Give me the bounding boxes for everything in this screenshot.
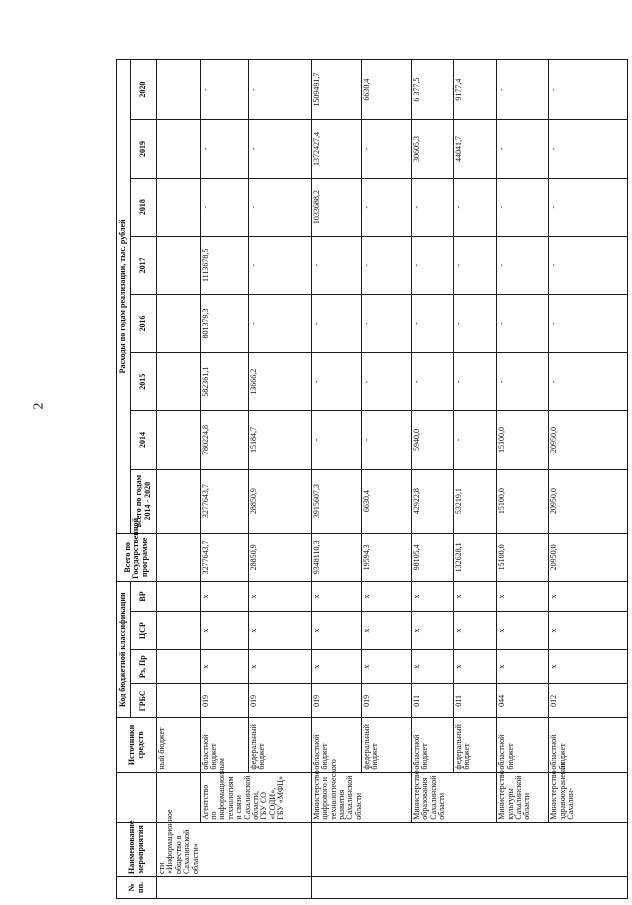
cell-source-top: ный бюджет: [157, 718, 201, 772]
cell-source: областной бюджет: [549, 718, 628, 772]
header-csr: ЦСР: [131, 612, 157, 650]
budget-table: [116, 59, 628, 899]
cell-total: 132628,1: [453, 533, 497, 581]
cell-2016: -: [361, 294, 411, 352]
cell-2019: -: [497, 120, 549, 178]
cell-rzpr: х: [549, 650, 628, 684]
cell-rzpr: х: [497, 650, 549, 684]
cell-total: 9348110,3: [311, 533, 361, 581]
header-total-program: Всего по Государственной программе: [117, 533, 157, 581]
cell-grbs: 019: [361, 684, 411, 718]
cell-total-years: 28850,9: [248, 469, 311, 533]
cell-2015: -: [453, 353, 497, 411]
cell-2016: -: [248, 294, 311, 352]
header-year-2015: 2015: [131, 353, 157, 411]
cell-2020: 9177,4: [453, 60, 497, 120]
cell-grbs: 044: [497, 684, 549, 718]
page-number: 2: [31, 402, 47, 410]
cell-2020: -: [248, 60, 311, 120]
cell-total-years: 3277643,7: [200, 469, 248, 533]
cell-2020: 1509491,7: [311, 60, 361, 120]
cell-2017: -: [361, 236, 411, 294]
cell-rzpr: х: [453, 650, 497, 684]
cell-total-years: 6630,4: [361, 469, 411, 533]
cell-2016: 801379,3: [200, 294, 248, 352]
cell-source: федеральный бюджет: [361, 718, 411, 772]
cell-2018: -: [361, 178, 411, 236]
cell-csr: х: [412, 612, 453, 650]
cell-2017: -: [412, 236, 453, 294]
cell-vr: х: [311, 581, 361, 611]
cell-csr: х: [549, 612, 628, 650]
cell-executor: Министерство здравоохранения Сахалин-: [549, 772, 628, 822]
cell-source: федеральный бюджет: [453, 718, 497, 772]
cell-grbs: 012: [549, 684, 628, 718]
cell-rzpr: х: [412, 650, 453, 684]
cell-rzpr: х: [311, 650, 361, 684]
cell-2014: 5940,0: [412, 411, 453, 469]
cell-executor: Министерство образования Сахалинской области: [412, 772, 497, 822]
cell-2016: -: [453, 294, 497, 352]
cell-2019: -: [248, 120, 311, 178]
cell-grbs: 019: [200, 684, 248, 718]
cell-name-empty: [311, 822, 627, 876]
header-year-2016: 2016: [131, 294, 157, 352]
cell-2014: -: [311, 411, 361, 469]
cell-2017: 1113678,5: [200, 236, 248, 294]
cell-grbs: 011: [412, 684, 453, 718]
header-year-2018: 2018: [131, 178, 157, 236]
cell-rzpr: х: [200, 650, 248, 684]
cell-2015: -: [412, 353, 453, 411]
cell-2015: -: [311, 353, 361, 411]
cell-rzpr: х: [248, 650, 311, 684]
cell-source: областной бюджет: [497, 718, 549, 772]
cell-total: 15100,0: [497, 533, 549, 581]
cell-vr: х: [497, 581, 549, 611]
header-rzpr: Рз, Пр: [131, 650, 157, 684]
header-budget-code: Код бюджетной классификации: [117, 581, 131, 717]
cell-vr: х: [248, 581, 311, 611]
cell-grbs: 011: [453, 684, 497, 718]
cell-2015: -: [361, 353, 411, 411]
cell-csr: х: [361, 612, 411, 650]
header-num: № пп.: [117, 876, 157, 898]
cell-2015: 13666,2: [248, 353, 311, 411]
cell-total: 3277643,7: [200, 533, 248, 581]
cell-2020: 6630,4: [361, 60, 411, 120]
cell-2020: -: [200, 60, 248, 120]
header-total-years: всего по годам 2014 - 2020: [131, 469, 157, 533]
cell-executor-top: [157, 772, 201, 822]
cell-csr: х: [311, 612, 361, 650]
cell-source: областной бюджет: [311, 718, 361, 772]
table-row: [497, 60, 549, 899]
cell-total: 19594,3: [361, 533, 411, 581]
cell-2017: -: [497, 236, 549, 294]
header-executor: [117, 772, 157, 822]
header-name: Наименование мероприятия: [117, 822, 157, 876]
cell-source: федеральный бюджет: [248, 718, 311, 772]
cell-rzpr: х: [361, 650, 411, 684]
cell-executor: Агентство по информационным технологиям и связи Сахалинской области, ГБУ СО «СОДИ», ГБУ «МФЦ»: [200, 772, 311, 822]
cell-grbs: 019: [311, 684, 361, 718]
table-row: [311, 60, 361, 899]
cell-vr: х: [361, 581, 411, 611]
cell-total-years: 53219,1: [453, 469, 497, 533]
cell-2015: -: [549, 353, 628, 411]
cell-2016: -: [549, 294, 628, 352]
header-grbs: ГРБС: [131, 684, 157, 718]
cell-vr: х: [453, 581, 497, 611]
cell-csr: х: [200, 612, 248, 650]
cell-2018: -: [453, 178, 497, 236]
cell-2017: -: [248, 236, 311, 294]
cell-2018: -: [412, 178, 453, 236]
cell-2017: -: [549, 236, 628, 294]
cell-total: 98105,4: [412, 533, 453, 581]
cell-2014: 15184,7: [248, 411, 311, 469]
table-row: [549, 60, 628, 899]
cell-num: [157, 876, 312, 898]
header-expenses: Расходы по годам реализации, тыс. рублей: [117, 60, 131, 534]
cell-vr: х: [549, 581, 628, 611]
header-year-2014: 2014: [131, 411, 157, 469]
cell-2014: -: [453, 411, 497, 469]
cell-total: 28850,9: [248, 533, 311, 581]
cell-vr: х: [412, 581, 453, 611]
cell-program-name: сти «Информационное общество в Сахалинской области»: [157, 822, 312, 876]
cell-vr: х: [200, 581, 248, 611]
cell-csr: х: [497, 612, 549, 650]
cell-2019: 44041,7: [453, 120, 497, 178]
cell-2018: 1033688,2: [311, 178, 361, 236]
cell-2016: -: [497, 294, 549, 352]
cell-2015: -: [497, 353, 549, 411]
header-year-2019: 2019: [131, 120, 157, 178]
rotated-table-container: [116, 59, 628, 899]
cell-source: областной бюджет: [412, 718, 453, 772]
cell-2018: -: [200, 178, 248, 236]
cell-2018: -: [248, 178, 311, 236]
table-row: [412, 60, 453, 899]
cell-2018: -: [497, 178, 549, 236]
header-vr: ВР: [131, 581, 157, 611]
cell-num-empty: [311, 876, 627, 898]
cell-total-years: 3915607,3: [311, 469, 361, 533]
cell-total: 20950,0: [549, 533, 628, 581]
cell-executor: Министерство цифрового и технологического развития Сахалинской области: [311, 772, 411, 822]
cell-2018: -: [549, 178, 628, 236]
cell-2016: -: [311, 294, 361, 352]
cell-2017: -: [311, 236, 361, 294]
header-source: Источники средств: [117, 718, 157, 772]
cell-2014: -: [361, 411, 411, 469]
table-row: [200, 60, 248, 899]
header-year-2020: 2020: [131, 60, 157, 120]
cell-2020: -: [497, 60, 549, 120]
cell-2017: -: [453, 236, 497, 294]
cell-2014: 780224,8: [200, 411, 248, 469]
cell-executor: Министерство культуры Сахалинской области: [497, 772, 549, 822]
cell-2014: 15100,0: [497, 411, 549, 469]
cell-2016: -: [412, 294, 453, 352]
cell-source: областной бюджет: [200, 718, 248, 772]
cell-total-years: 20950,0: [549, 469, 628, 533]
header-year-2017: 2017: [131, 236, 157, 294]
cell-2019: 1372427,4: [311, 120, 361, 178]
cell-2020: -: [549, 60, 628, 120]
cell-grbs: 019: [248, 684, 311, 718]
cell-csr: х: [248, 612, 311, 650]
cell-2019: 30605,3: [412, 120, 453, 178]
cell-2015: 582361,1: [200, 353, 248, 411]
cell-csr: х: [453, 612, 497, 650]
cell-total-years: 42922,8: [412, 469, 453, 533]
cell-2019: -: [549, 120, 628, 178]
cell-total-years: 15100,0: [497, 469, 549, 533]
cell-2019: -: [200, 120, 248, 178]
cell-2019: -: [361, 120, 411, 178]
cell-2014: 20950,0: [549, 411, 628, 469]
cell-2020: 6 377,5: [412, 60, 453, 120]
table-row-top: [157, 60, 201, 899]
